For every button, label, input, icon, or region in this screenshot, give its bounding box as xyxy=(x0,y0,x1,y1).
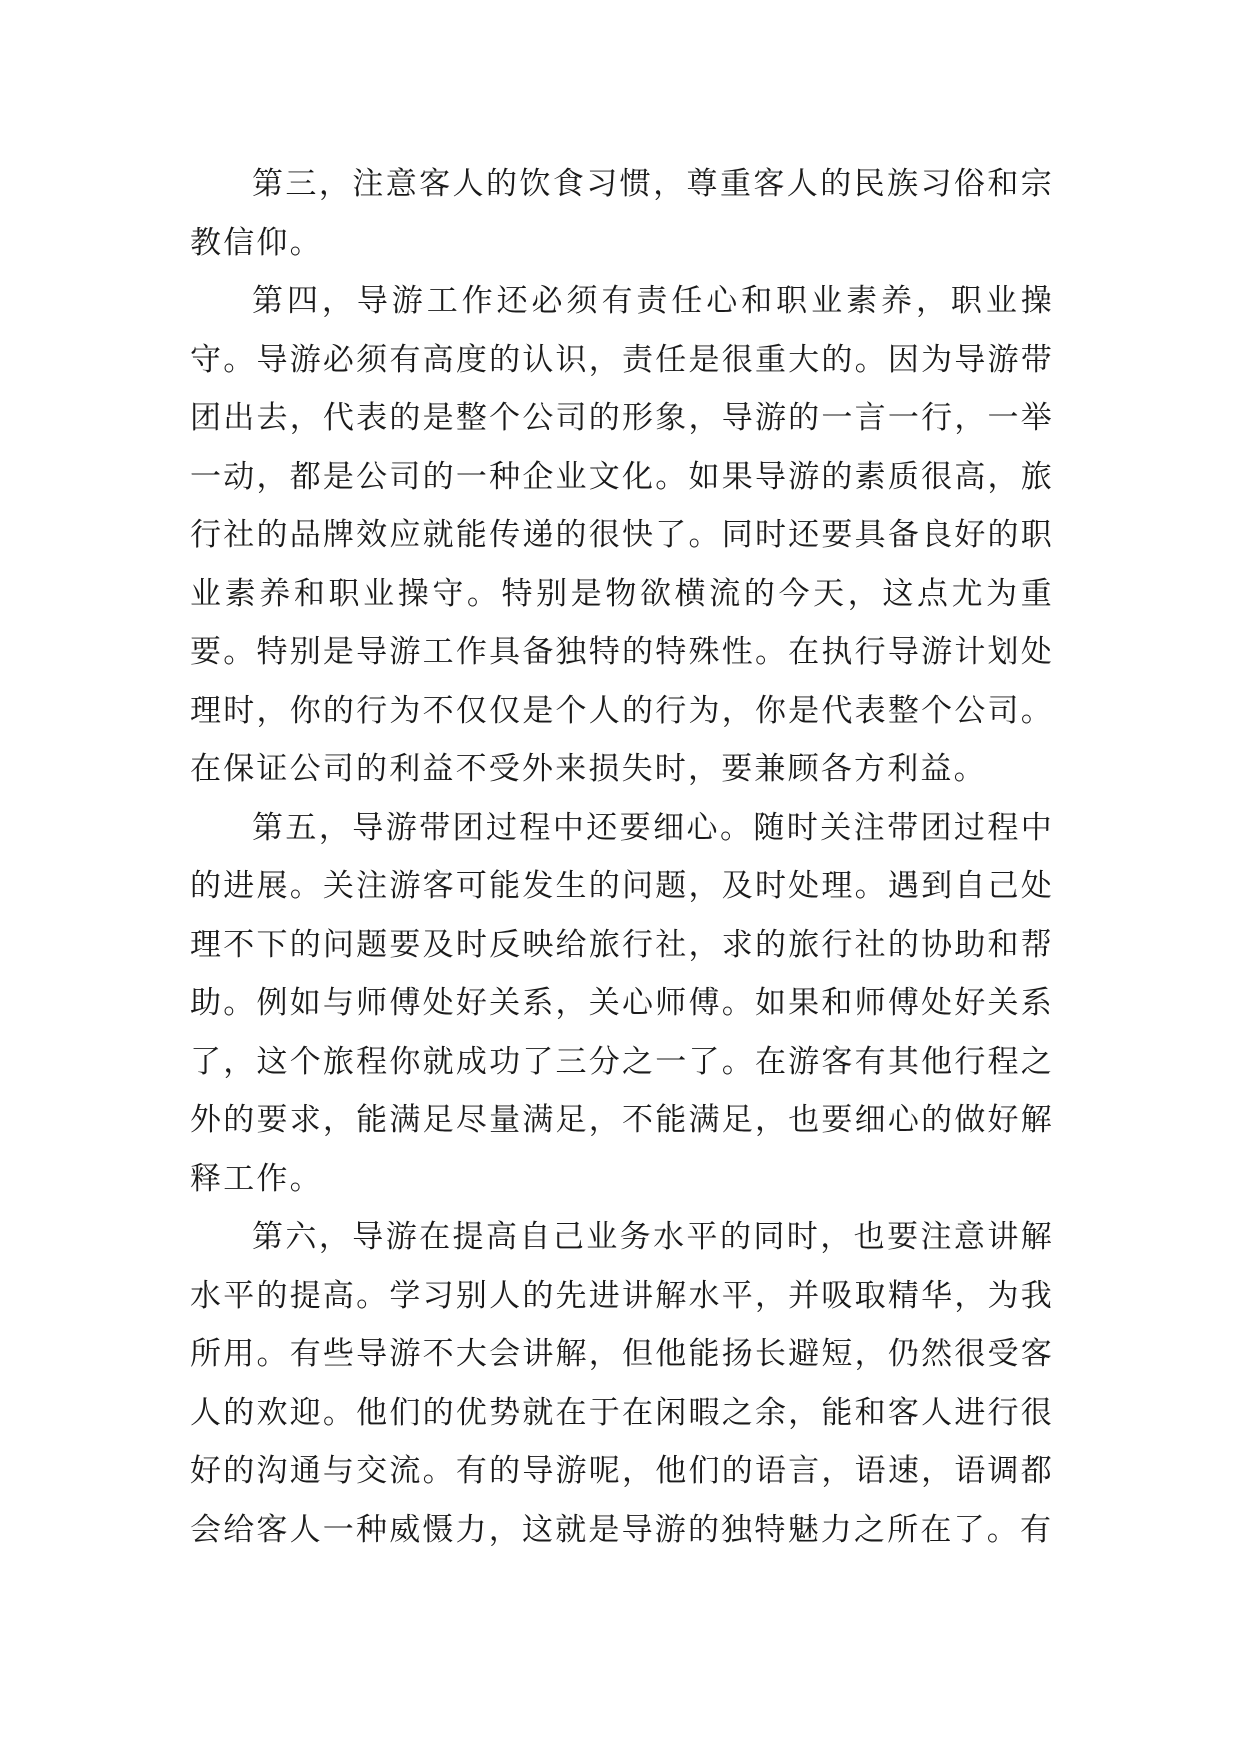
document-body xyxy=(190,155,1054,1559)
paragraph-fourth: 第四，导游工作还必须有责任心和职业素养，职业操守。导游必须有高度的认识，责任是很重大的。因为导游带团出去，代表的是整个公司的形象，导游的一言一行，一举一动，都是公司的一种企业文化。如果导游的素质很高，旅行社的品牌效应就能传递的很快了。同时还要具备良好的职业素养和职业操守。特别是物欲横流的今天，这点尤为重要。特别是导游工作具备独特的特殊性。在执行导游计划处理时，你的行为不仅仅是个人的行为，你是代表整个公司。在保证公司的利益不受外来损失时，要兼顾各方利益。 xyxy=(190,283,1054,787)
paragraph-fifth: 第五，导游带团过程中还要细心。随时关注带团过程中的进展。关注游客可能发生的问题，及时处理。遇到自己处理不下的问题要及时反映给旅行社，求的旅行社的协助和帮助。例如与师傅处好关系，关心师傅。如果和师傅处好关系了，这个旅程你就成功了三分之一了。在游客有其他行程之外的要求，能满足尽量满足，不能满足，也要细心的做好解释工作。 xyxy=(190,809,1054,1197)
paragraph-third: 第三，注意客人的饮食习惯，尊重客人的民族习俗和宗教信仰。 xyxy=(190,166,1054,261)
paragraph-sixth: 第六，导游在提高自己业务水平的同时，也要注意讲解水平的提高。学习别人的先进讲解水平，并吸取精华，为我所用。有些导游不大会讲解，但他能扬长避短，仍然很受客人的欢迎。他们的优势就在于在闲暇之余，能和客人进行很好的沟通与交流。有的导游呢，他们的语言，语速，语调都会给客人一种威慑力，这就是导游的独特魅力之所在了。有 xyxy=(190,1219,1054,1548)
